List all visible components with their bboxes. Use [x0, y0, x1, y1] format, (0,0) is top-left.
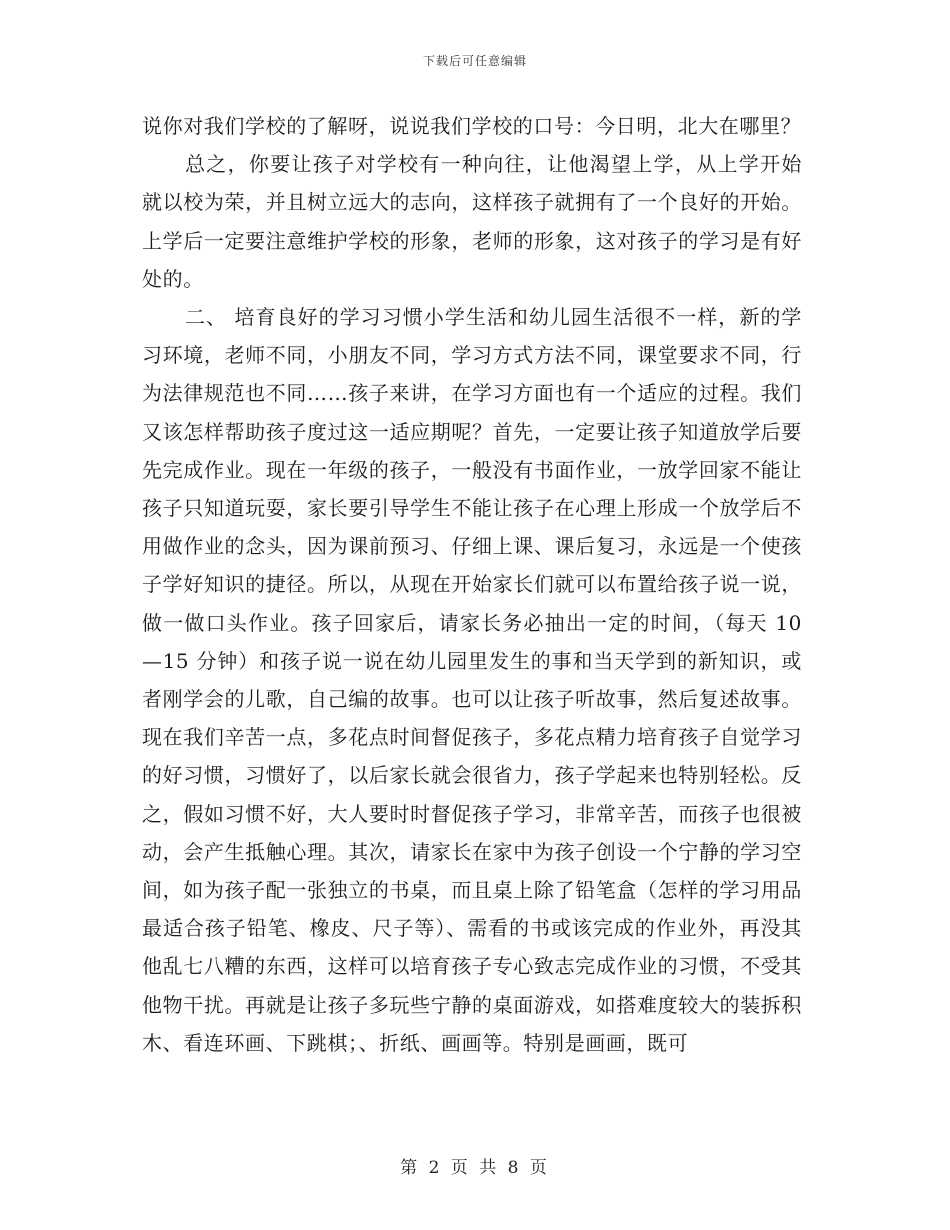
paragraph-continued: 说你对我们学校的了解呀，说说我们学校的口号：今日明，北大在哪里？ [142, 114, 802, 138]
page-header: 下载后可任意编辑 [422, 54, 527, 68]
document-body [142, 107, 802, 1062]
paragraph-summary: 总之，你要让孩子对学校有一种向往，让他渴望上学，从上学开始就以校为荣，并且树立远大的志向，这样孩子就拥有了一个良好的开始。上学后一定要注意维护学校的形象，老师的形象，这对孩子的学习是有好处的。 [142, 152, 802, 291]
page-footer: 第 2 页 共 8 页 [400, 1158, 550, 1178]
paragraph-section-two: 二、 培育良好的学习习惯小学生活和幼儿园生活很不一样，新的学习环境，老师不同，小朋友不同，学习方式方法不同，课堂要求不同，行为法律规范也不同……孩子来讲，在学习方面也有一个适应的过程。我们又该怎样帮助孩子度过这一适应期呢？首先，一定要让孩子知道放学后要先完成作业。现在一年级的孩子，一般没有书面作业，一放学回家不能让孩子只知道玩耍，家长要引导学生不能让孩子在心理上形成一个放学后不用做作业的念头，因为课前预习、仔细上课、课后复习，永远是一个使孩子学好知识的捷径。所以，从现在开始家长们就可以布置给孩子说一说，做一做口头作业。孩子回家后，请家长务必抽出一定的时间，（每天 10—15 分钟）和孩子说一说在幼儿园里发生的事和当天学到的新知识，或者刚学会的儿歌，自己编的故事。也可以让孩子听故事，然后复述故事。现在我们辛苦一点，多花点时间督促孩子，多花点精力培育孩子自觉学习的好习惯，习惯好了，以后家长就会很省力，孩子学起来也特别轻松。反之，假如习惯不好，大人要时时督促孩子学习，非常辛苦，而孩子也很被动，会产生抵触心理。其次，请家长在家中为孩子创设一个宁静的学习空间，如为孩子配一张独立的书桌，而且桌上除了铅笔盒（怎样的学习用品最适合孩子铅笔、橡皮、尺子等）、需看的书或该完成的作业外，再没其他乱七八糟的东西，这样可以培育孩子专心致志完成作业的习惯，不受其他物干扰。再就是让孩子多玩些宁静的桌面游戏，如搭难度较大的装拆积木、看连环画、下跳棋；、折纸、画画等。特别是画画，既可 [142, 305, 802, 1055]
